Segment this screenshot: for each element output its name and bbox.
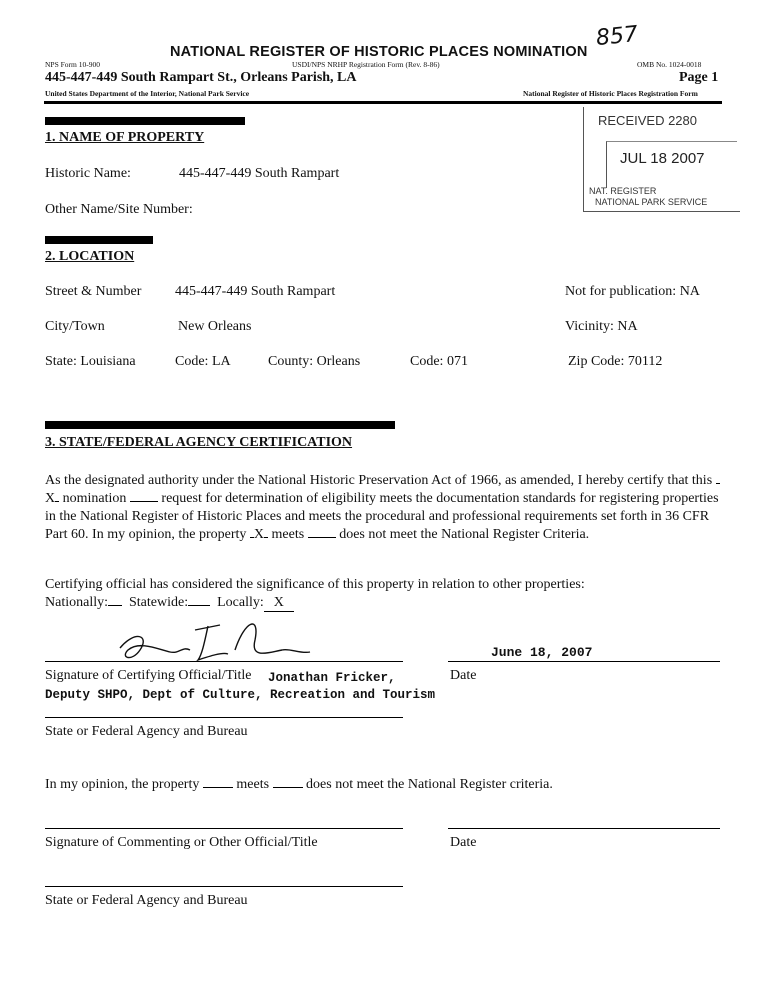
section-1-title: 1. NAME OF PROPERTY [45, 130, 205, 145]
locally-mark: X [264, 595, 294, 612]
stamp-line-2: NATIONAL PARK SERVICE [595, 197, 708, 207]
property-line: 445-447-449 South Rampart St., Orleans Parish, LA [45, 70, 357, 85]
handwritten-number: 857 [594, 21, 640, 52]
comment-signature-line [45, 828, 403, 829]
vicinity: Vicinity: NA [565, 319, 638, 334]
section-3-bar [45, 421, 395, 429]
page-number: Page 1 [679, 70, 719, 85]
header-rule [44, 101, 722, 104]
city-label: City/Town [45, 319, 105, 334]
section-3-title: 3. STATE/FEDERAL AGENCY CERTIFICATION [45, 435, 353, 450]
official-name: Jonathan Fricker, [268, 671, 396, 685]
state: State: Louisiana [45, 354, 136, 369]
date-line [448, 661, 720, 662]
form-subtitle: USDI/NPS NRHP Registration Form (Rev. 8-86) [292, 60, 440, 69]
comment-signature-label: Signature of Commenting or Other Official/Title [45, 835, 318, 850]
comment-agency-label: State or Federal Agency and Bureau [45, 893, 248, 908]
comment-agency-line [45, 886, 403, 887]
significance-text: Certifying official has considered the significance of this property in relation to other properties: [45, 577, 585, 592]
page-title: NATIONAL REGISTER OF HISTORIC PLACES NOMINATION [170, 44, 588, 60]
street-value: 445-447-449 South Rampart [175, 284, 336, 299]
city-value: New Orleans [178, 319, 252, 334]
signature-label: Signature of Certifying Official/Title [45, 668, 252, 683]
historic-name-value: 445-447-449 South Rampart [179, 166, 340, 181]
nomination-mark: X [45, 491, 56, 506]
county: County: Orleans [268, 354, 361, 369]
certification-paragraph: As the designated authority under the National Historic Preservation Act of 1966, as amended, I hereby certify that this X nomination request for determination of eligibility meets the documentation standards for registering properties in the National Register of Historic Places and meets the procedural and professional requirements set forth in 36 CFR Part 60. In my opinion, the property X meets does not meet the National Register Criteria. [45, 473, 719, 542]
significance-levels: Nationally: Statewide: Locally: X [45, 595, 294, 612]
comment-date-label: Date [450, 835, 477, 850]
agency-label: State or Federal Agency and Bureau [45, 724, 248, 739]
signature-line [45, 661, 403, 662]
certifying-date-value: June 18, 2007 [491, 645, 593, 660]
comment-date-line [448, 828, 720, 829]
form-number: NPS Form 10-900 [45, 60, 101, 69]
official-title: Deputy SHPO, Dept of Culture, Recreation and Tourism [45, 688, 436, 702]
state-code: Code: LA [175, 354, 231, 369]
section-2-title: 2. LOCATION [45, 249, 135, 264]
date-label: Date [450, 668, 477, 683]
omb-number: OMB No. 1024-0018 [637, 60, 702, 69]
stamp-received: RECEIVED 2280 [598, 113, 697, 128]
historic-name-label: Historic Name: [45, 166, 131, 181]
other-name-label: Other Name/Site Number: [45, 202, 193, 217]
meets-mark: X [253, 527, 265, 542]
agency-line [45, 717, 403, 718]
opinion-line: In my opinion, the property meets does not meet the National Register criteria. [45, 777, 553, 792]
street-label: Street & Number [45, 284, 142, 299]
not-for-publication: Not for publication: NA [565, 284, 700, 299]
section-2-bar [45, 236, 153, 244]
zip-code: Zip Code: 70112 [568, 354, 663, 369]
department-line: United States Department of the Interior, National Park Service [45, 89, 250, 98]
stamp-line-1: NAT. REGISTER [589, 186, 657, 196]
stamp-date: JUL 18 2007 [620, 150, 705, 167]
section-1-bar [45, 117, 245, 125]
form-name: National Register of Historic Places Registration Form [523, 89, 698, 98]
county-code: Code: 071 [410, 354, 468, 369]
